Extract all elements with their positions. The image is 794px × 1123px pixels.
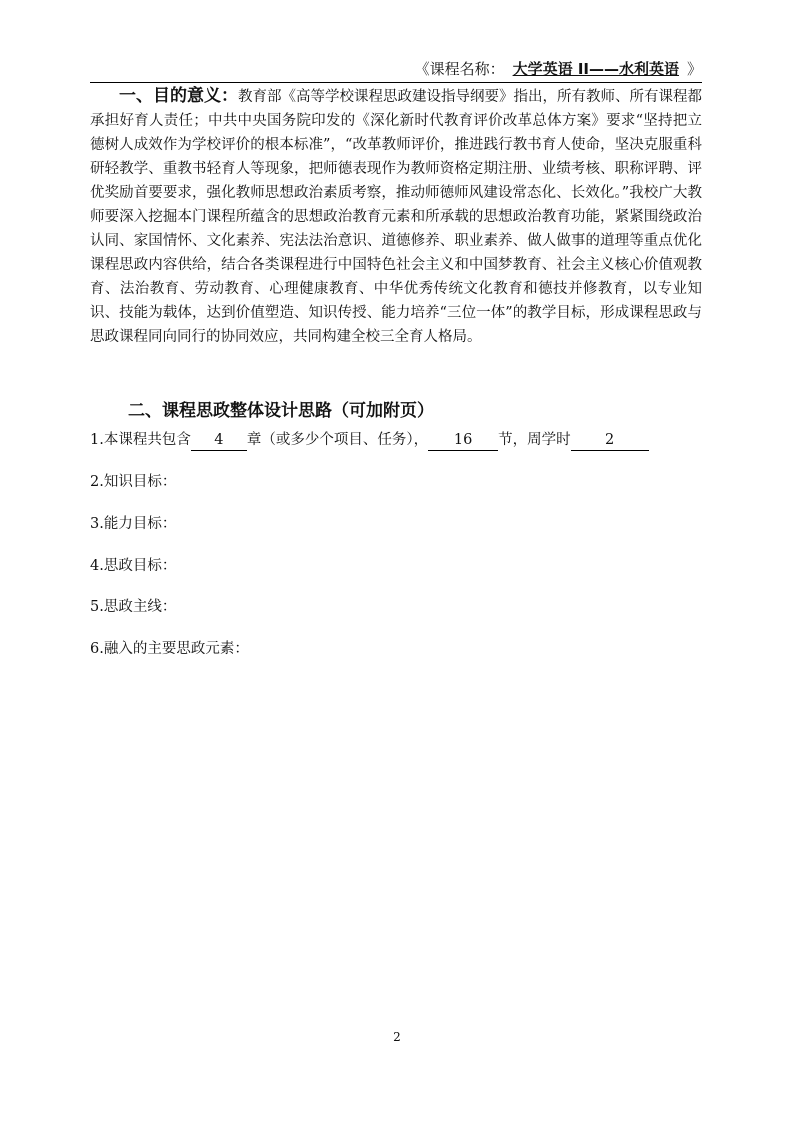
purpose-body: 教育部《高等学校课程思政建设指导纲要》指出，所有教师、所有课程都承担好育人责任；中共中央国务院印发的《深化新时代教育评价改革总体方案》要求“坚持把立德树人成效作为学校评价的根本标准”，“改革教师评价，推进践行教书育人使命，坚决克服重科研轻教学、重教书轻育人等现象，把师德表现作为教师资格定期注册、业绩考核、职称评聘、评优奖励首要要求，强化教师思想政治素质考察，推动师德师风建设常态化、长效化。”我校广大教师要深入挖掘本门课程所蕴含的思想政治教育元素和所承载的思想政治教育功能，紧紧围绕政治认同、家国情怀、文化素养、宪法法治意识、道德修养、职业素养、做人做事的道理等重点优化课程思政内容供给，结合各类课程进行中国特色社会主义和中国梦教育、社会主义核心价值观教育、法治教育、劳动教育、心理健康教育、中华优秀传统文化教育和德技并修教育，以专业知识、技能为载体，达到价值塑造、知识传授、能力培养“三位一体”的教学目标，形成课程思政与思政课程同向同行的协同效应，共同构建全校三全育人格局。 <box>90 89 702 345</box>
course-name: 大学英语 II——水利英语 <box>512 60 679 78</box>
item-ideology-goal: 4.思政目标： <box>90 558 177 574</box>
weekly-hours-field[interactable]: 2 <box>571 430 649 451</box>
item-ability-goal: 3.能力目标： <box>90 516 177 532</box>
purpose-heading: 一、目的意义： <box>119 86 238 106</box>
item-knowledge-goal: 2.知识目标： <box>90 474 177 490</box>
item-course-structure <box>90 430 702 451</box>
item1-text-c: 节，周学时 <box>498 432 571 448</box>
page-number: 2 <box>393 1030 401 1044</box>
chapters-field[interactable]: 4 <box>191 430 247 451</box>
item1-text-a: 1.本课程共包含 <box>90 432 191 448</box>
purpose-section <box>90 84 702 349</box>
item-ideology-mainline: 5.思政主线： <box>90 599 177 615</box>
item1-text-b: 章（或多少个项目、任务）， <box>246 432 429 448</box>
item-ideology-elements: 6.融入的主要思政元素： <box>90 641 249 657</box>
page-header <box>90 60 702 83</box>
design-section-title: 二、课程思政整体设计思路（可加附页） <box>128 401 434 421</box>
sessions-field[interactable]: 16 <box>428 430 498 451</box>
header-suffix: 》 <box>686 60 702 78</box>
header-prefix: 《课程名称： <box>414 60 505 78</box>
